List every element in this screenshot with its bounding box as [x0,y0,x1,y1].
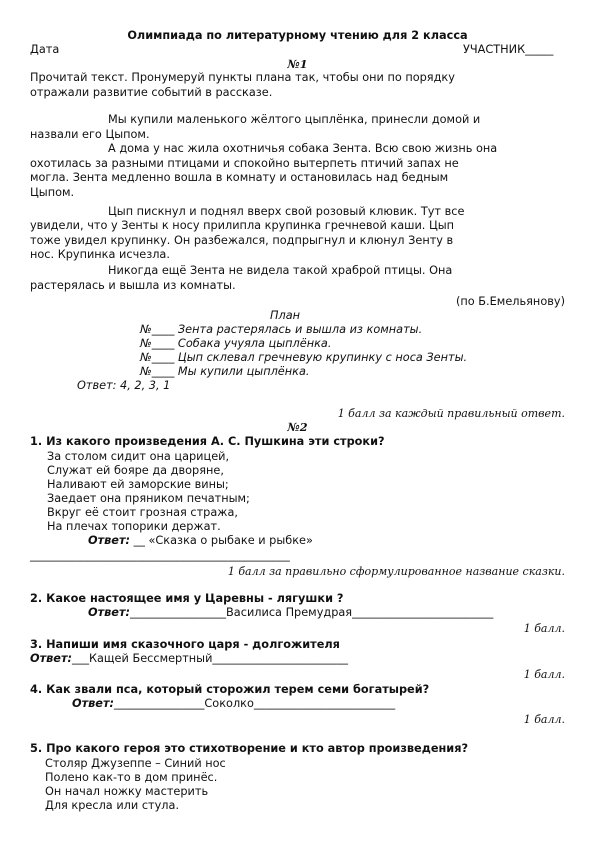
task1-score: 1 балл за каждый правильный ответ. [337,407,565,420]
poem-line: Заедает она пряником печатным; [47,492,250,505]
task1-instruction-line: Прочитай текст. Пронумеруй пункты плана так, чтобы они по порядку [30,71,455,84]
task2-number: №2 [287,420,308,434]
poem-line: Служат ей бояре да дворяне, [47,464,224,477]
task1-answer: Ответ: 4, 2, 3, 1 [77,379,171,392]
answer-label: Ответ: [88,534,131,547]
plan-item: №____ Зента растерялась и вышла из комнаты. [140,323,423,336]
task1-instruction-line: отражали развитие событий в рассказе. [30,86,273,99]
date-label: Дата [30,43,60,56]
story-line: Цыпом. [30,186,75,199]
plan-item: №____ Собака учуяла цыплёнка. [140,337,332,350]
story-line: назвали его Цыпом. [30,128,150,141]
task1-number: №1 [287,57,308,71]
answer-1 [88,534,313,548]
answer-3-text: ___Кащей Бессмертный________________________ [72,652,348,665]
page-title: Олимпиада по литературному чтению для 2 класса [127,29,468,42]
plan-title: План [270,309,301,322]
answer-1-text: __ «Сказка о рыбаке и рыбке» [130,534,313,547]
poem-line: За столом сидит она царицей, [47,450,230,463]
story-line: нос. Крупинка исчезла. [30,248,170,261]
story-line: Цып пискнул и поднял вверх свой розовый клювик. Тут все [108,205,465,218]
poem-line: Для кресла или стула. [45,799,180,812]
question-5: 5. Про какого героя это стихотворение и кто автор произведения? [30,742,469,755]
answer-4-text: ________________Соколко_________________________ [114,697,396,710]
answer-label: Ответ: [88,606,131,619]
question-3: 3. Напиши имя сказочного царя - долгожителя [30,638,340,651]
plan-item: №____ Цып склевал гречневую крупинку с носа Зенты. [140,351,468,364]
answer-3 [30,652,348,666]
question-4: 4. Как звали пса, который сторожил терем семи богатырей? [30,683,430,696]
story-line: Мы купили маленького жёлтого цыплёнка, принесли домой и [108,113,481,126]
story-source: (по Б.Емельянову) [456,295,565,308]
poem-line: Столяр Джузеппе – Синий нос [45,757,226,770]
poem-line: Он начал ножку мастерить [45,785,209,798]
story-line: охотилась за разными птицами и спокойно вытерпеть птичий запах не [30,157,459,170]
score-4: 1 балл. [523,713,565,726]
poem-line: Полено как-то в дом принёс. [45,771,218,784]
score-1: 1 балл за правильно сформулированное название сказки. [227,565,565,578]
answer-2 [88,606,493,620]
answer-2-text: _________________Василиса Премудрая_________________________ [130,606,494,619]
story-line: растерялась и вышла из комнаты. [30,279,236,292]
poem-line: На плечах топорики держат. [47,520,221,533]
poem-line: Наливают ей заморские вины; [47,478,229,491]
story-line: тоже увидел крупинку. Он разбежался, подпрыгнул и клюнул Зенту в [30,234,454,247]
question-1: 1. Из какого произведения А. С. Пушкина эти строки? [30,435,385,448]
answer-label: Ответ: [72,697,115,710]
story-line: могла. Зента медленно вошла в комнату и остановилась над бедным [30,171,449,184]
answer-4 [72,697,395,711]
story-line: Никогда ещё Зента не видела такой храброй птицы. Она [108,264,453,277]
story-line: А дома у нас жила охотничья собака Зента. Всю свою жизнь она [108,142,498,155]
participant-label: УЧАСТНИК_____ [463,43,554,56]
answer-label: Ответ: [30,652,73,665]
story-line: увидели, что у Зенты к носу прилипла крупинка гречневой каши. Цып [30,219,455,232]
answer-1-line: ______________________________________________ [30,549,290,562]
score-2: 1 балл. [523,622,565,635]
plan-item: №____ Мы купили цыплёнка. [140,365,310,378]
question-2: 2. Какое настоящее имя у Царевны - лягушки ? [30,592,344,605]
poem-line: Вкруг её стоит грозная стража, [47,506,238,519]
score-3: 1 балл. [523,668,565,681]
